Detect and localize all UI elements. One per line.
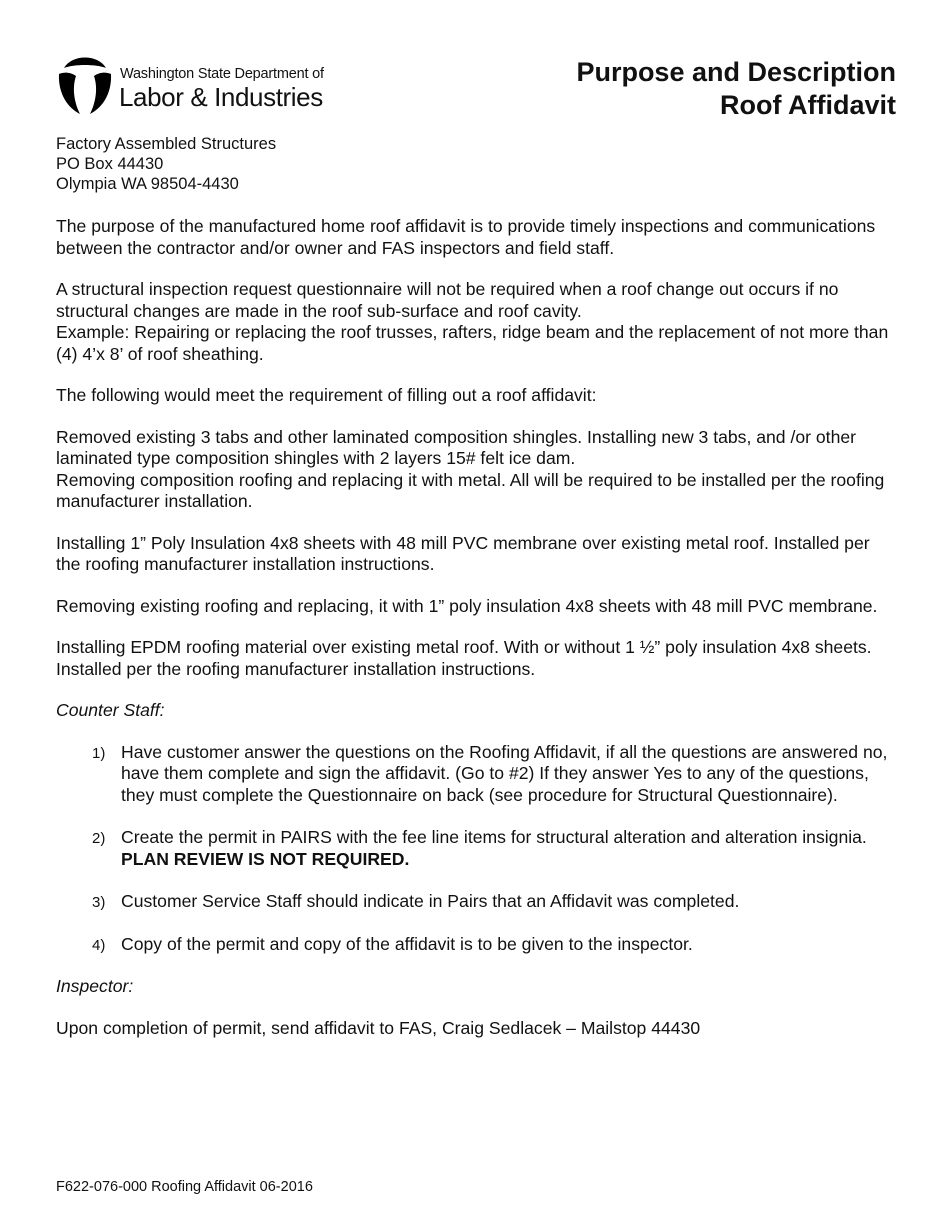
counter-staff-steps (56, 742, 896, 956)
removing-existing-paragraph: Removing existing roofing and replacing, it with 1” poly insulation 4x8 sheets with 48 mill PVC membrane. (56, 595, 878, 616)
list-item (56, 891, 896, 913)
logo-line-2: Labor & Industries (119, 82, 323, 112)
installing-poly-paragraph: Installing 1” Poly Insulation 4x8 sheets with 48 mill PVC membrane over existing metal roof. Installed per the roofing manufacturer installation instructions. (56, 532, 870, 574)
address-line-3: Olympia WA 98504-4430 (56, 175, 239, 193)
agency-logo (56, 54, 326, 118)
structural-paragraph: A structural inspection request questionnaire will not be required when a roof change out occurs if no structural changes are made in the roof sub-surface and roof cavity. (56, 279, 839, 321)
step-number: 3) (92, 894, 106, 911)
title-line-1: Purpose and Description (576, 57, 896, 87)
step-text: Have customer answer the questions on the Roofing Affidavit, if all the questions are answered no, have them complete and sign the affidavit. (Go to #2) If they answer Yes to any of the questions, they must complete the Questionnaire on back (see procedure for Structural Questionnaire). (121, 741, 888, 805)
installing-epdm-paragraph: Installing EPDM roofing material over existing metal roof. With or without 1 ½” poly insulation 4x8 sheets. Installed per the roofing manufacturer installation instructions. (56, 637, 872, 679)
list-item (56, 742, 896, 807)
address-line-1: Factory Assembled Structures (56, 135, 277, 153)
form-footer: F622-076-000 Roofing Affidavit 06-2016 (56, 1179, 313, 1195)
counter-staff-label: Counter Staff: (56, 700, 165, 720)
following-paragraph: The following would meet the requirement of filling out a roof affidavit: (56, 385, 597, 405)
title-line-2: Roof Affidavit (720, 90, 896, 120)
removed-paragraph: Removed existing 3 tabs and other laminated composition shingles. Installing new 3 tabs, and /or other laminated type composition shingles with 2 layers 15# felt ice dam. (56, 426, 857, 468)
address-line-2: PO Box 44430 (56, 155, 164, 173)
address-block (56, 134, 896, 194)
example-paragraph: Example: Repairing or replacing the roof trusses, rafters, ridge beam and the replacement of not more than (4) 4’x 8’ of roof sheathing. (56, 322, 889, 364)
step-number: 2) (92, 830, 106, 847)
inspector-label: Inspector: (56, 976, 134, 996)
inspector-paragraph: Upon completion of permit, send affidavit to FAS, Craig Sedlacek – Mailstop 44430 (56, 1017, 701, 1038)
removing-composition-paragraph: Removing composition roofing and replacing it with metal. All will be required to be installed per the roofing manufacturer installation. (56, 469, 885, 511)
page-title (576, 56, 896, 122)
step-text: Create the permit in PAIRS with the fee line items for structural alteration and alteration insignia. (121, 827, 867, 847)
document-page (56, 54, 896, 1039)
step-text: Customer Service Staff should indicate in Pairs that an Affidavit was completed. (121, 891, 740, 911)
purpose-paragraph: The purpose of the manufactured home roof affidavit is to provide timely inspections and communications between the contractor and/or owner and FAS inspectors and field staff. (56, 216, 876, 258)
list-item (56, 827, 896, 870)
logo-line-1: Washington State Department of (120, 66, 324, 82)
step-number: 1) (92, 744, 106, 762)
step-number: 4) (92, 936, 106, 954)
lni-logo-icon (56, 54, 116, 118)
step-text: Copy of the permit and copy of the affidavit is to be given to the inspector. (121, 933, 693, 954)
header (56, 54, 896, 134)
list-item (56, 934, 896, 956)
plan-review-note: PLAN REVIEW IS NOT REQUIRED. (121, 848, 410, 869)
